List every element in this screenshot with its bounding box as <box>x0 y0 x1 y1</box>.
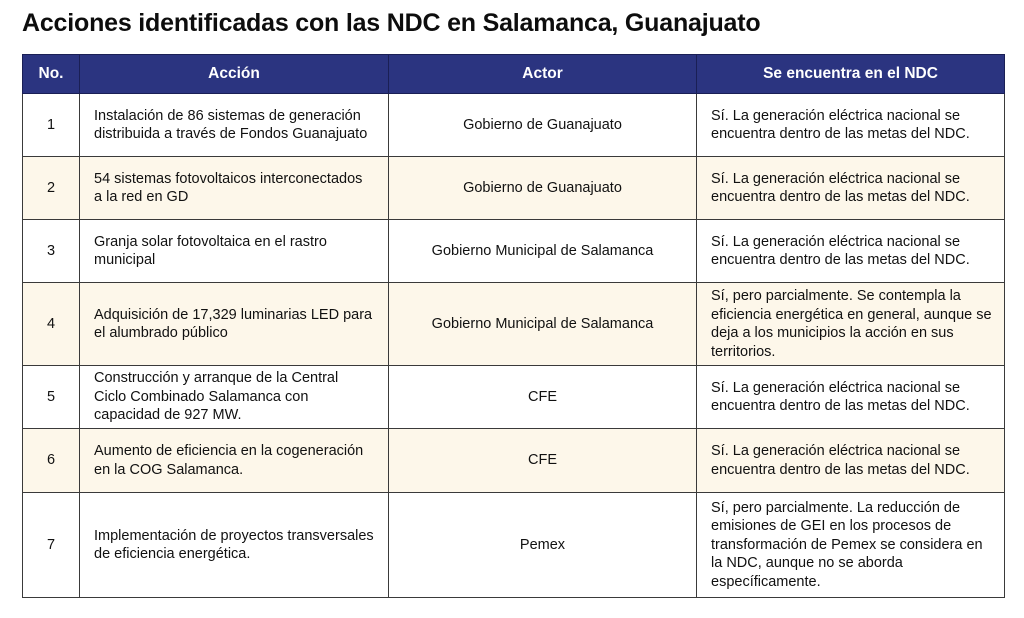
cell-ndc: Sí. La generación eléctrica nacional se encuentra dentro de las metas del NDC. <box>697 429 1005 493</box>
cell-accion: 54 sistemas fotovoltaicos interconectados a la red en GD <box>80 157 389 220</box>
cell-actor: Gobierno de Guanajuato <box>389 94 697 157</box>
cell-actor: Gobierno de Guanajuato <box>389 157 697 220</box>
cell-accion: Adquisición de 17,329 luminarias LED para el alumbrado público <box>80 283 389 366</box>
table-header-row <box>23 55 1005 94</box>
cell-no: 3 <box>23 220 80 283</box>
ndc-actions-table <box>22 54 1005 598</box>
cell-actor: Pemex <box>389 493 697 598</box>
cell-no: 7 <box>23 493 80 598</box>
cell-accion: Implementación de proyectos transversales de eficiencia energética. <box>80 493 389 598</box>
cell-ndc: Sí. La generación eléctrica nacional se encuentra dentro de las metas del NDC. <box>697 94 1005 157</box>
cell-ndc: Sí. La generación eléctrica nacional se encuentra dentro de las metas del NDC. <box>697 220 1005 283</box>
cell-ndc: Sí, pero parcialmente. Se contempla la eficiencia energética en general, aunque se deja a los municipios la acción en sus territorios. <box>697 283 1005 366</box>
cell-ndc: Sí. La generación eléctrica nacional se encuentra dentro de las metas del NDC. <box>697 366 1005 429</box>
cell-no: 1 <box>23 94 80 157</box>
table-row <box>23 94 1005 157</box>
header-ndc: Se encuentra en el NDC <box>697 55 1005 94</box>
header-accion: Acción <box>80 55 389 94</box>
cell-actor: CFE <box>389 366 697 429</box>
table-row <box>23 283 1005 366</box>
table-row <box>23 366 1005 429</box>
cell-no: 2 <box>23 157 80 220</box>
cell-accion: Aumento de eficiencia en la cogeneración en la COG Salamanca. <box>80 429 389 493</box>
table-row <box>23 493 1005 598</box>
cell-no: 5 <box>23 366 80 429</box>
cell-accion: Construcción y arranque de la Central Ciclo Combinado Salamanca con capacidad de 927 MW. <box>80 366 389 429</box>
page-title: Acciones identificadas con las NDC en Salamanca, Guanajuato <box>22 9 761 37</box>
table-row <box>23 220 1005 283</box>
cell-actor: CFE <box>389 429 697 493</box>
table-row <box>23 157 1005 220</box>
cell-no: 4 <box>23 283 80 366</box>
cell-accion: Instalación de 86 sistemas de generación distribuida a través de Fondos Guanajuato <box>80 94 389 157</box>
header-actor: Actor <box>389 55 697 94</box>
cell-accion: Granja solar fotovoltaica en el rastro municipal <box>80 220 389 283</box>
cell-ndc: Sí, pero parcialmente. La reducción de emisiones de GEI en los procesos de transformación de Pemex se considera en la NDC, aunque no se aborda específicamente. <box>697 493 1005 598</box>
table-row <box>23 429 1005 493</box>
cell-no: 6 <box>23 429 80 493</box>
cell-actor: Gobierno Municipal de Salamanca <box>389 283 697 366</box>
cell-ndc: Sí. La generación eléctrica nacional se encuentra dentro de las metas del NDC. <box>697 157 1005 220</box>
cell-actor: Gobierno Municipal de Salamanca <box>389 220 697 283</box>
header-no: No. <box>23 55 80 94</box>
